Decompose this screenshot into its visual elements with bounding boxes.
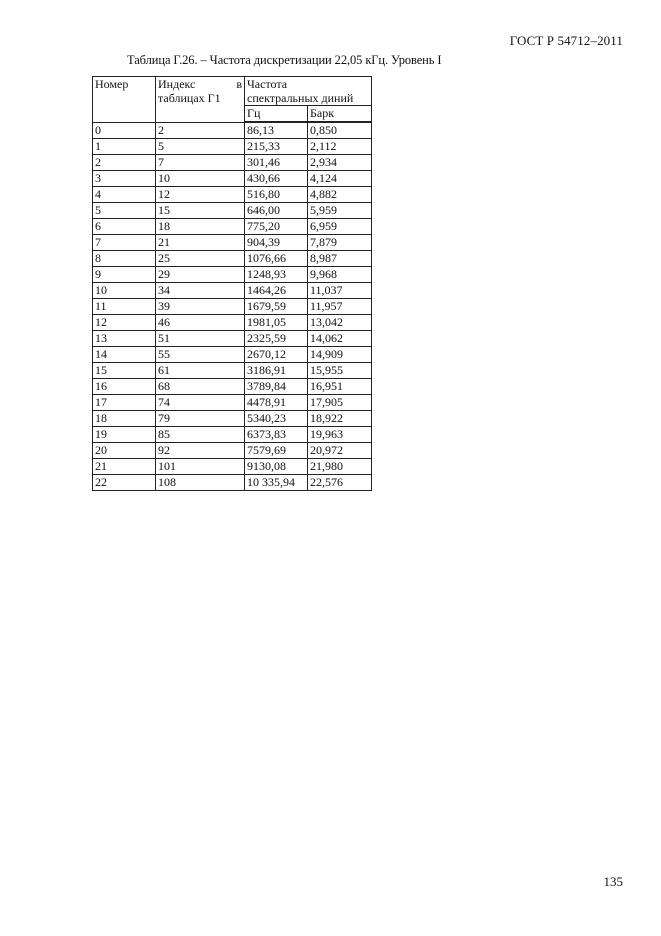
cell-bark: 14,062 <box>308 331 372 347</box>
cell-bark: 4,124 <box>308 171 372 187</box>
column-header-bark: Барк <box>308 106 372 123</box>
cell-hz: 7579,69 <box>245 443 308 459</box>
column-header-hz: Гц <box>245 106 308 123</box>
cell-number: 8 <box>93 251 156 267</box>
page-number: 135 <box>603 874 623 889</box>
column-header-number <box>93 77 156 123</box>
cell-bark: 17,905 <box>308 395 372 411</box>
cell-number: 19 <box>93 427 156 443</box>
table-row <box>93 171 372 187</box>
document-code: ГОСТ Р 54712–2011 <box>509 33 623 48</box>
cell-hz: 1981,05 <box>245 315 308 331</box>
cell-number: 16 <box>93 379 156 395</box>
cell-number: 12 <box>93 315 156 331</box>
cell-number: 0 <box>93 122 156 139</box>
table-row <box>93 299 372 315</box>
cell-index: 85 <box>156 427 245 443</box>
table-row <box>93 251 372 267</box>
cell-number: 18 <box>93 411 156 427</box>
cell-index: 55 <box>156 347 245 363</box>
cell-bark: 20,972 <box>308 443 372 459</box>
table-header <box>93 77 372 123</box>
cell-index: 21 <box>156 235 245 251</box>
column-header-index-line1 <box>158 77 242 91</box>
cell-number: 13 <box>93 331 156 347</box>
cell-bark: 4,882 <box>308 187 372 203</box>
cell-index: 34 <box>156 283 245 299</box>
cell-index: 101 <box>156 459 245 475</box>
cell-hz: 10 335,94 <box>245 475 308 491</box>
table-row <box>93 187 372 203</box>
cell-hz: 516,80 <box>245 187 308 203</box>
cell-bark: 19,963 <box>308 427 372 443</box>
cell-index: 12 <box>156 187 245 203</box>
cell-bark: 2,112 <box>308 139 372 155</box>
cell-hz: 215,33 <box>245 139 308 155</box>
table-row <box>93 459 372 475</box>
column-header-frequency-line1: Частота <box>247 77 288 91</box>
table-row <box>93 235 372 251</box>
cell-hz: 1076,66 <box>245 251 308 267</box>
cell-hz: 904,39 <box>245 235 308 251</box>
cell-bark: 8,987 <box>308 251 372 267</box>
table-body <box>93 122 372 491</box>
cell-number: 11 <box>93 299 156 315</box>
cell-index: 74 <box>156 395 245 411</box>
table-row <box>93 219 372 235</box>
table-row <box>93 139 372 155</box>
cell-hz: 430,66 <box>245 171 308 187</box>
cell-hz: 86,13 <box>245 122 308 139</box>
cell-bark: 15,955 <box>308 363 372 379</box>
table-row <box>93 267 372 283</box>
cell-bark: 14,909 <box>308 347 372 363</box>
cell-index: 51 <box>156 331 245 347</box>
table-row <box>93 283 372 299</box>
cell-number: 7 <box>93 235 156 251</box>
cell-hz: 1679,59 <box>245 299 308 315</box>
cell-number: 20 <box>93 443 156 459</box>
table-row <box>93 395 372 411</box>
cell-hz: 646,00 <box>245 203 308 219</box>
cell-index: 92 <box>156 443 245 459</box>
cell-number: 4 <box>93 187 156 203</box>
frequency-table <box>92 76 372 491</box>
cell-bark: 2,934 <box>308 155 372 171</box>
cell-bark: 11,037 <box>308 283 372 299</box>
cell-bark: 13,042 <box>308 315 372 331</box>
cell-number: 2 <box>93 155 156 171</box>
cell-number: 3 <box>93 171 156 187</box>
table-row <box>93 331 372 347</box>
table-row <box>93 122 372 139</box>
table-row <box>93 347 372 363</box>
cell-bark: 9,968 <box>308 267 372 283</box>
cell-number: 6 <box>93 219 156 235</box>
table-row <box>93 379 372 395</box>
cell-number: 1 <box>93 139 156 155</box>
cell-index: 61 <box>156 363 245 379</box>
cell-index: 39 <box>156 299 245 315</box>
cell-number: 10 <box>93 283 156 299</box>
table-row <box>93 443 372 459</box>
column-header-index-word: Индекс <box>158 77 196 91</box>
cell-bark: 16,951 <box>308 379 372 395</box>
table-row <box>93 203 372 219</box>
cell-index: 2 <box>156 122 245 139</box>
cell-number: 17 <box>93 395 156 411</box>
cell-index: 7 <box>156 155 245 171</box>
table-caption: Таблица Г.26. – Частота дискретизации 22,05 кГц. Уровень I <box>127 53 442 67</box>
cell-index: 15 <box>156 203 245 219</box>
column-header-index <box>156 77 245 123</box>
cell-hz: 1248,93 <box>245 267 308 283</box>
cell-hz: 3186,91 <box>245 363 308 379</box>
table-row <box>93 475 372 491</box>
column-header-index-line2: таблицах Г1 <box>158 91 221 105</box>
cell-index: 46 <box>156 315 245 331</box>
table-row <box>93 155 372 171</box>
cell-hz: 6373,83 <box>245 427 308 443</box>
cell-hz: 3789,84 <box>245 379 308 395</box>
column-header-frequency-line2: спектральных диний <box>247 91 354 105</box>
cell-index: 25 <box>156 251 245 267</box>
cell-index: 5 <box>156 139 245 155</box>
cell-index: 10 <box>156 171 245 187</box>
cell-hz: 301,46 <box>245 155 308 171</box>
cell-bark: 6,959 <box>308 219 372 235</box>
cell-index: 108 <box>156 475 245 491</box>
column-header-frequency <box>245 77 372 106</box>
cell-index: 29 <box>156 267 245 283</box>
table-row <box>93 427 372 443</box>
cell-hz: 2670,12 <box>245 347 308 363</box>
cell-bark: 11,957 <box>308 299 372 315</box>
cell-number: 5 <box>93 203 156 219</box>
cell-number: 9 <box>93 267 156 283</box>
table-row <box>93 411 372 427</box>
cell-number: 21 <box>93 459 156 475</box>
table-row <box>93 315 372 331</box>
cell-index: 79 <box>156 411 245 427</box>
cell-number: 15 <box>93 363 156 379</box>
cell-hz: 775,20 <box>245 219 308 235</box>
cell-number: 22 <box>93 475 156 491</box>
cell-bark: 18,922 <box>308 411 372 427</box>
column-header-index-prep: в <box>236 77 242 91</box>
cell-bark: 5,959 <box>308 203 372 219</box>
cell-number: 14 <box>93 347 156 363</box>
cell-hz: 9130,08 <box>245 459 308 475</box>
cell-hz: 1464,26 <box>245 283 308 299</box>
cell-bark: 22,576 <box>308 475 372 491</box>
cell-hz: 2325,59 <box>245 331 308 347</box>
cell-bark: 21,980 <box>308 459 372 475</box>
cell-hz: 4478,91 <box>245 395 308 411</box>
column-header-number-label: Номер <box>95 77 129 91</box>
cell-bark: 7,879 <box>308 235 372 251</box>
cell-index: 68 <box>156 379 245 395</box>
table-row <box>93 363 372 379</box>
cell-bark: 0,850 <box>308 122 372 139</box>
cell-hz: 5340,23 <box>245 411 308 427</box>
cell-index: 18 <box>156 219 245 235</box>
